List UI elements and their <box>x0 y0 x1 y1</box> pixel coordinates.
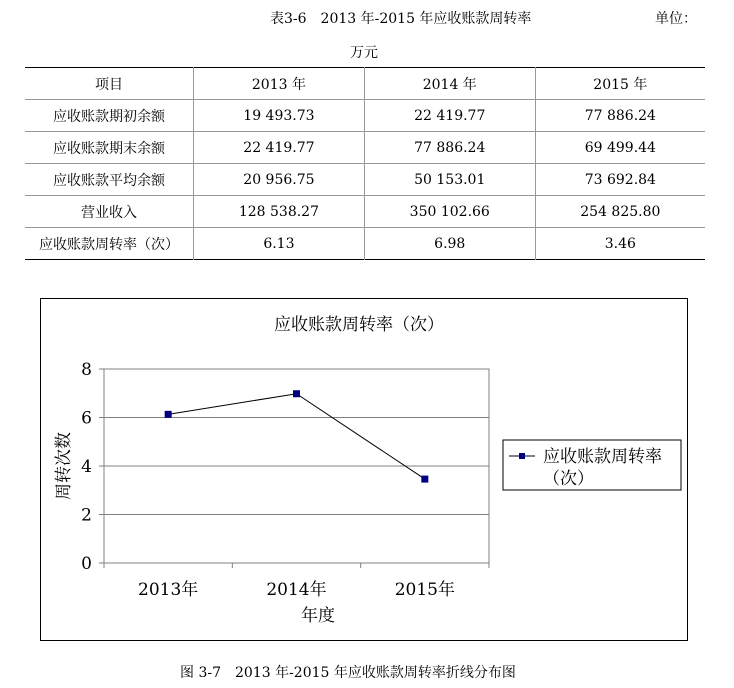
table-unit-label: 单位： <box>655 11 697 27</box>
y-tick-label: 6 <box>81 408 92 429</box>
legend-label: 应收账款周转率 <box>543 447 662 467</box>
chart-grid <box>104 418 489 515</box>
table-row <box>25 100 705 132</box>
y-axis-label: 周转次数 <box>54 432 74 500</box>
table-cell: 6.13 <box>194 228 365 260</box>
table-unit-value: 万元 <box>350 45 378 61</box>
line-chart <box>41 299 689 642</box>
table-row <box>25 228 705 260</box>
x-tick-label: 2015年 <box>394 580 455 600</box>
table-cell: 254 825.80 <box>580 203 661 220</box>
table-cell: 6.98 <box>364 228 535 260</box>
x-tick-label: 2013年 <box>138 580 199 600</box>
row-label: 应收账款期末余额 <box>25 132 194 164</box>
table-cell: 128 538.27 <box>194 196 365 228</box>
header-2013: 2013 年 <box>194 68 365 100</box>
chart-frame <box>40 298 688 641</box>
table-cell: 22 419.77 <box>364 100 535 132</box>
table-cell: 50 153.01 <box>364 164 535 196</box>
table-cell: 3.46 <box>604 235 636 252</box>
y-tick-label: 0 <box>81 554 92 574</box>
table-cell: 77 886.24 <box>364 132 535 164</box>
table-cell: 19 493.73 <box>194 100 365 132</box>
table-cell: 73 692.84 <box>584 171 656 188</box>
table-caption: 表3-6 2013 年-2015 年应收账款周转率 <box>270 11 532 27</box>
table-row <box>25 132 705 164</box>
x-axis-label: 年度 <box>301 606 335 626</box>
header-2014: 2014 年 <box>364 68 535 100</box>
data-point <box>165 411 172 418</box>
x-tick-label: 2014年 <box>266 580 327 600</box>
figure-caption: 图 3-7 2013 年-2015 年应收账款周转率折线分布图 <box>180 665 516 681</box>
series-line <box>165 390 429 482</box>
legend-marker-icon <box>519 453 525 459</box>
row-label: 应收账款平均余额 <box>25 164 194 196</box>
table-row <box>25 164 705 196</box>
legend <box>503 440 681 490</box>
data-point <box>293 390 300 397</box>
chart-title: 应收账款周转率（次） <box>274 315 444 335</box>
row-label: 营业收入 <box>25 196 194 228</box>
header-item: 项目 <box>25 68 194 100</box>
table-cell: 20 956.75 <box>194 164 365 196</box>
row-label: 应收账款周转率（次） <box>25 228 194 260</box>
y-tick-label: 2 <box>81 505 92 526</box>
y-axis-ticks <box>81 360 104 574</box>
y-tick-label: 4 <box>81 457 92 477</box>
x-axis-ticks <box>104 563 489 600</box>
table-cell: 77 886.24 <box>584 107 656 124</box>
table-cell: 69 499.44 <box>584 139 656 156</box>
y-tick-label: 8 <box>81 360 92 380</box>
table-row <box>25 196 705 228</box>
header-2015: 2015 年 <box>593 76 648 93</box>
table-header-row <box>25 68 705 100</box>
legend-label-cont: （次） <box>543 469 594 489</box>
table-cell: 22 419.77 <box>194 132 365 164</box>
row-label: 应收账款期初余额 <box>25 100 194 132</box>
turnover-table <box>25 67 705 260</box>
data-point <box>421 476 428 483</box>
table-cell: 350 102.66 <box>364 196 535 228</box>
